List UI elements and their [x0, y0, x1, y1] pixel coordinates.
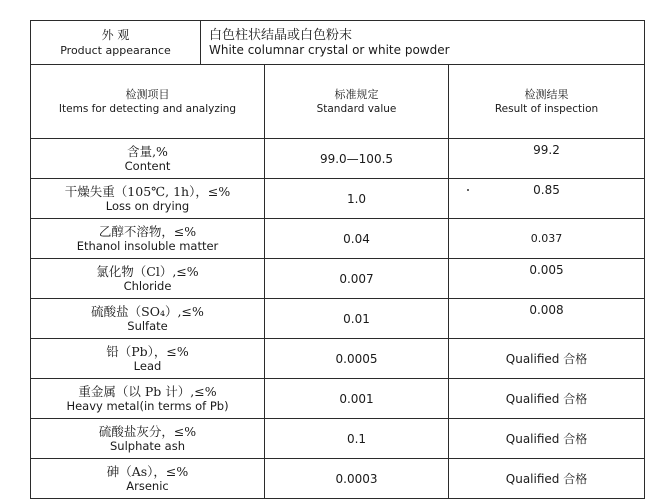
table-row: [31, 219, 645, 259]
item-en: Lead: [133, 358, 162, 373]
table-row: [31, 459, 645, 499]
table-row: [31, 259, 645, 299]
header-standard-cn: 标准规定: [334, 87, 379, 101]
table-row: [31, 299, 645, 339]
appearance-row: [31, 21, 645, 65]
header-items-en: Items for detecting and analyzing: [58, 102, 237, 115]
standard-cell: 0.001: [265, 379, 449, 419]
standard-cell: 0.0005: [265, 339, 449, 379]
result-cell: 0.008: [449, 299, 645, 339]
header-result-cell: [449, 65, 645, 139]
table-row: [31, 339, 645, 379]
standard-cell: 1.0: [265, 179, 449, 219]
item-cn: 砷（As），≤%: [106, 463, 189, 479]
item-cell: [31, 219, 265, 259]
standard-cell: 0.01: [265, 299, 449, 339]
item-en: Arsenic: [126, 478, 169, 493]
item-en: Loss on drying: [105, 198, 190, 213]
standard-cell: 0.0003: [265, 459, 449, 499]
item-cell: [31, 379, 265, 419]
standard-cell: 99.0—100.5: [265, 139, 449, 179]
appearance-value-en: White columnar crystal or white powder: [209, 42, 450, 57]
item-cn: 干燥失重（105℃, 1h），≤%: [64, 183, 231, 199]
header-row: [31, 65, 645, 139]
table-row: [31, 139, 645, 179]
item-cn: 硫酸盐灰分，≤%: [98, 423, 197, 439]
header-standard-cell: [265, 65, 449, 139]
item-cn: 铅（Pb），≤%: [106, 343, 189, 359]
standard-cell: 0.1: [265, 419, 449, 459]
item-cn: 含量,%: [127, 143, 168, 159]
result-cell: 0.85: [449, 179, 645, 219]
item-cn: 重金属（以 Pb 计）,≤%: [78, 383, 217, 399]
item-en: Ethanol insoluble matter: [76, 238, 219, 253]
appearance-value-cell: [201, 21, 645, 65]
header-items-cn: 检测项目: [125, 87, 170, 101]
item-en: Sulfate: [127, 318, 168, 333]
item-cell: [31, 459, 265, 499]
header-result-en: Result of inspection: [494, 102, 599, 115]
appearance-label-cn: 外 观: [101, 27, 130, 42]
item-en: Sulphate ash: [110, 438, 185, 453]
item-cell: [31, 139, 265, 179]
item-cell: [31, 339, 265, 379]
header-result-cn: 检测结果: [524, 87, 569, 101]
result-cell: 0.005: [449, 259, 645, 299]
appearance-value-cn: 白色柱状结晶或白色粉末: [209, 27, 353, 43]
standard-cell: 0.007: [265, 259, 449, 299]
appearance-label-en: Product appearance: [60, 43, 171, 57]
table-row: [31, 179, 645, 219]
item-cn: 硫酸盐（SO₄）,≤%: [91, 303, 204, 319]
item-cn: 氯化物（Cl）,≤%: [96, 263, 199, 279]
inspection-table: [30, 20, 645, 499]
scan-speck: [467, 189, 469, 191]
item-en: Content: [124, 158, 171, 173]
result-cell: Qualified 合格: [449, 379, 645, 419]
result-cell: 0.037: [449, 219, 645, 259]
result-cell: Qualified 合格: [449, 419, 645, 459]
item-cell: [31, 179, 265, 219]
standard-cell: 0.04: [265, 219, 449, 259]
result-cell: Qualified 合格: [449, 459, 645, 499]
table-row: [31, 379, 645, 419]
result-cell: 99.2: [449, 139, 645, 179]
item-cell: [31, 259, 265, 299]
item-cn: 乙醇不溶物，≤%: [98, 223, 197, 239]
result-cell: Qualified 合格: [449, 339, 645, 379]
item-cell: [31, 299, 265, 339]
item-en: Heavy metal(in terms of Pb): [66, 398, 229, 413]
header-items-cell: [31, 65, 265, 139]
header-standard-en: Standard value: [316, 102, 397, 115]
item-en: Chloride: [123, 278, 172, 293]
appearance-label-cell: [31, 21, 201, 65]
table-row: [31, 419, 645, 459]
item-cell: [31, 419, 265, 459]
